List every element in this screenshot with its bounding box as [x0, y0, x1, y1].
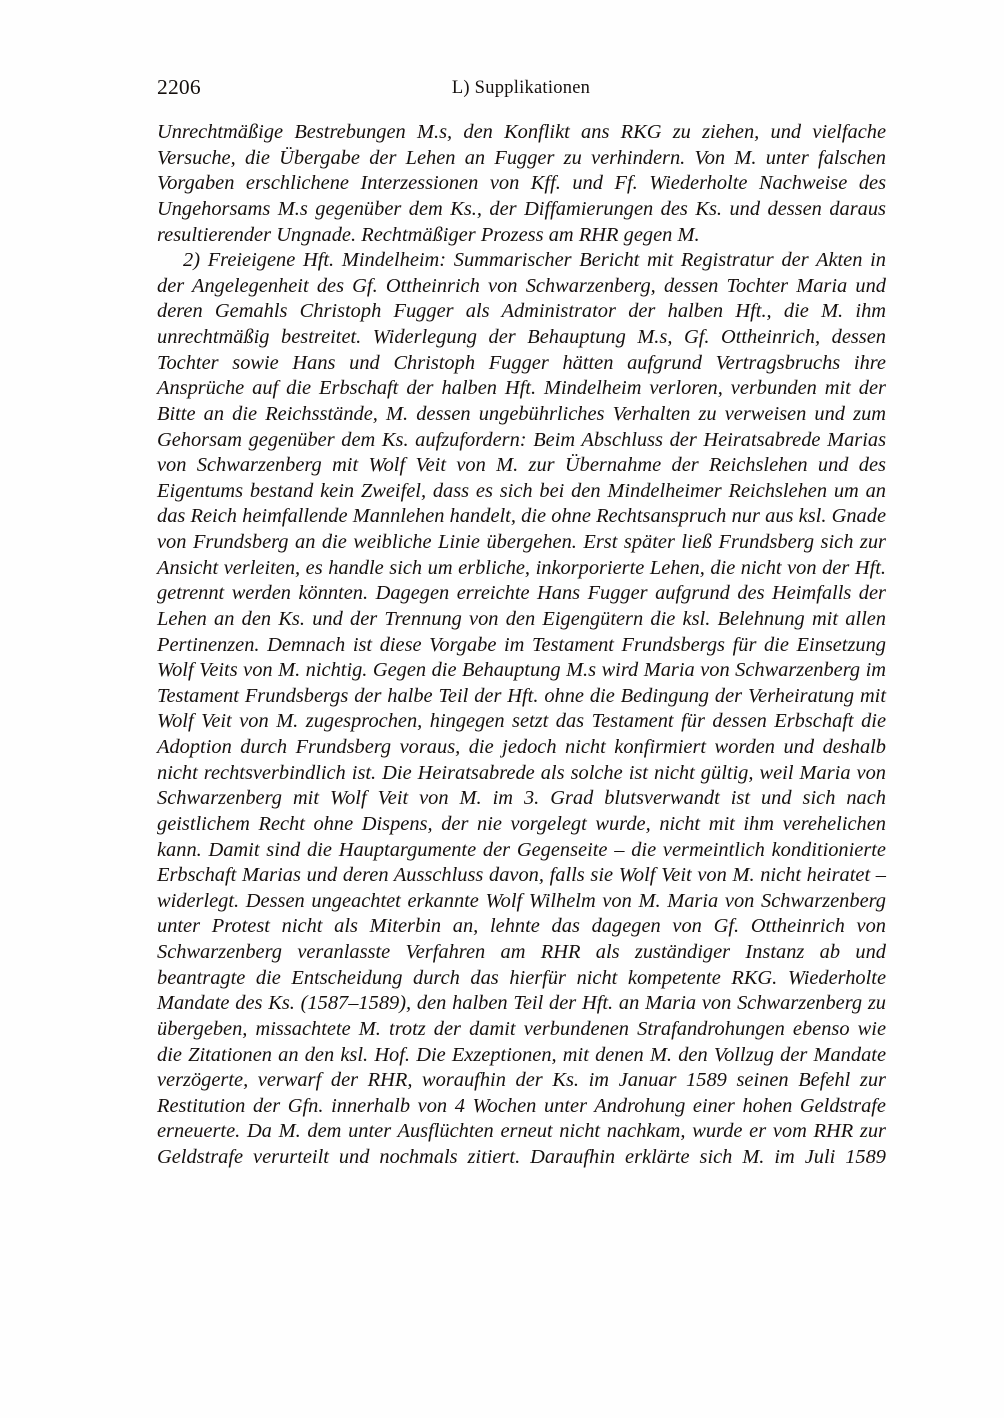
- running-head: [157, 74, 885, 100]
- body-text-column: [157, 120, 886, 1196]
- paragraph-2: 2) Freieigene Hft. Mindelheim: Summarischer Bericht mit Registratur der Akten in der Angelegenheit des Gf. Ottheinrich von Schwarzenberg, dessen Tochter Maria und deren Gemahls Christoph Fugger als Administrator der halben Hft., die M. ihm unrechtmäßig bestreitet. Widerlegung der Behauptung M.s, Gf. Ottheinrich, dessen Tochter sowie Hans und Christoph Fugger hätten aufgrund Vertragsbruchs ihre Ansprüche auf die Erbschaft der halben Hft. Mindelheim verloren, verbunden mit der Bitte an die Reichsstände, M. dessen ungebührliches Verhalten zu verweisen und zum Gehorsam gegenüber dem Ks. aufzufordern: Beim Abschluss der Heiratsabrede Marias von Schwarzenberg mit Wolf Veit von M. zur Übernahme der Reichslehen und des Eigentums bestand kein Zweifel, dass es sich bei den Mindelheimer Reichslehen um an das Reich heimfallende Mannlehen handelt, die ohne Rechtsanspruch nur aus ksl. Gnade von Frundsberg an die weibliche Linie übergehen. Erst später ließ Frundsberg sich zur Ansicht verleiten, es handle sich um erbliche, inkorporierte Lehen, die nicht von der Hft. getrennt werden könnten. Dagegen erreichte Hans Fugger aufgrund des Heimfalls der Lehen an den Ks. und der Trennung von den Eigengütern die ksl. Belehnung mit allen Pertinenzen. Demnach ist diese Vorgabe im Testament Frundsbergs für die Einsetzung Wolf Veits von M. nichtig. Gegen die Behauptung M.s wird Maria von Schwarzenberg im Testament Frundsbergs der halbe Teil der Hft. ohne die Bedingung der Verheiratung mit Wolf Veit von M. zugesprochen, hingegen setzt das Testament für dessen Erbschaft die Adoption durch Frundsberg voraus, die jedoch nicht konfirmiert worden und deshalb nicht rechtsverbindlich ist. Die Heiratsabrede als solche ist nicht gültig, weil Maria von Schwarzenberg mit Wolf Veit von M. im 3. Grad blutsverwandt ist und sich nach geistlichem Recht ohne Dispens, der nie vorgelegt wurde, nicht mit ihm verehelichen kann. Damit sind die Hauptargumente der Gegenseite – die vermeintlich konditionierte Erbschaft Marias und deren Ausschluss davon, falls sie Wolf Veit von M. nicht heiratet – widerlegt. Dessen ungeachtet erkannte Wolf Wilhelm von M. Maria von Schwarzenberg unter Protest nicht als Miterbin an, lehnte das dagegen von Gf. Ottheinrich von Schwarzenberg veranlasste Verfahren am RHR als zuständiger Instanz ab und beantragte die Entscheidung durch das hierfür nicht kompetente RKG. Wiederholte Mandate des Ks. (1587–1589), den halben Teil der Hft. an Maria von Schwarzenberg zu übergeben, missachtete M. trotz der damit verbundenen Strafandrohungen ebenso wie die Zitationen an den ksl. Hof. Die Exzeptionen, mit denen M. den Vollzug der Mandate verzögerte, verwarf der RHR, woraufhin der Ks. im Januar 1589 seinen Befehl zur Restitution der Gfn. innerhalb von 4 Wochen unter Androhung einer hohen Geldstrafe erneuerte. Da M. dem unter Ausflüchten erneut nicht nachkam, wurde er vom RHR zur Geldstrafe verurteilt und nochmals zitiert. Daraufhin erklärte sich M. im Juli 1589: [157, 249, 886, 1168]
- paragraph-1: Unrechtmäßige Bestrebungen M.s, den Konflikt ans RKG zu ziehen, und vielfache Versuche, die Übergabe der Lehen an Fugger zu verhindern. Von M. unter falschen Vorgaben erschlichene Interzessionen von Kff. und Ff. Wiederholte Nachweise des Ungehorsams M.s gegenüber dem Ks., der Diffamierungen des Ks. und dessen daraus resultierender Ungnade. Rechtmäßiger Prozess am RHR gegen M.: [157, 121, 886, 246]
- page-number: 2206: [157, 75, 201, 99]
- running-head-title: L) Supplikationen: [451, 78, 591, 98]
